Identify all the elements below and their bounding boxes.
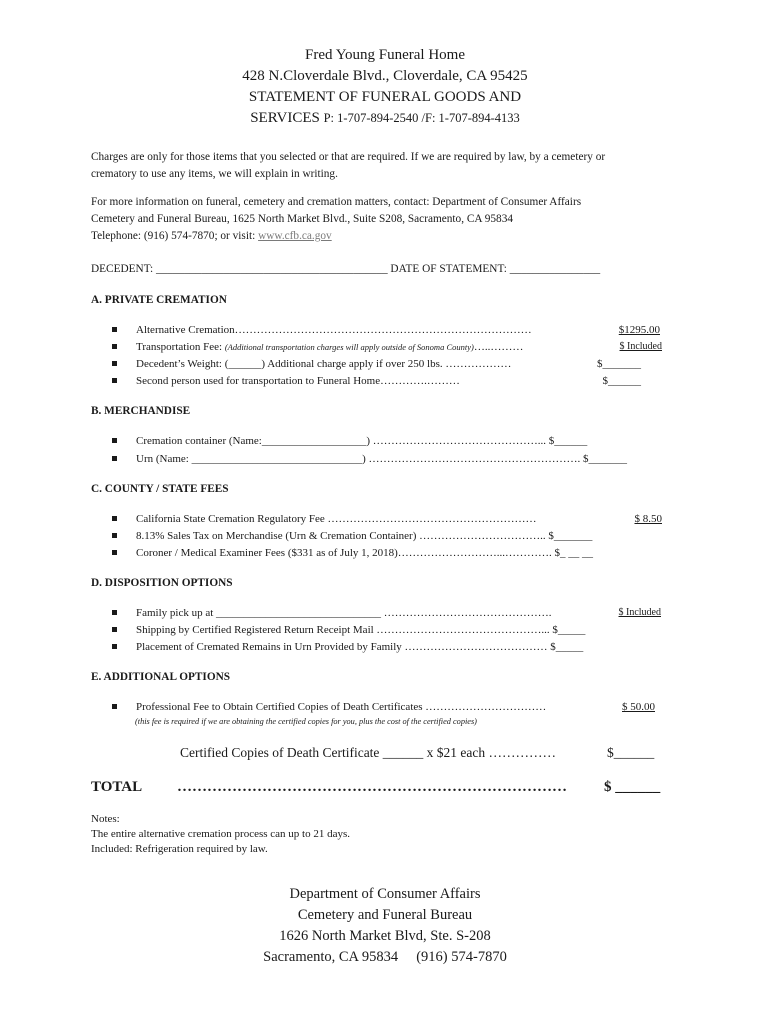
item-label: Second person used for transportation to Funeral Home………….………: [136, 375, 460, 387]
list-item: [112, 341, 667, 357]
bullet-icon: [112, 550, 117, 555]
bullet-icon: [112, 610, 117, 615]
cfb-website-link[interactable]: www.cfb.ca.gov: [258, 230, 332, 242]
bullet-icon: [112, 456, 117, 461]
bullet-icon: [112, 533, 117, 538]
intro-line-1: Charges are only for those items that you selected or that are required. If we are required by law, by a cemetery or: [91, 151, 606, 163]
bullet-icon: [112, 438, 117, 443]
section-d-title: D. DISPOSITION OPTIONS: [91, 577, 233, 589]
notes-title: Notes:: [91, 813, 120, 825]
item-label: California State Cremation Regulatory Fee …………………………………………………: [136, 513, 537, 525]
statement-title: STATEMENT OF FUNERAL GOODS AND: [248, 89, 522, 105]
list-item: [112, 547, 667, 563]
bullet-icon: [112, 327, 117, 332]
list-item: [112, 641, 667, 657]
item-label: Professional Fee to Obtain Certified Copies of Death Certificates ……………………………: [136, 701, 547, 713]
contact-paragraph: [91, 194, 691, 245]
list-item: [112, 530, 667, 546]
certified-copies-amount: $______: [607, 745, 655, 760]
bullet-icon: [112, 704, 117, 709]
item-label: Coroner / Medical Examiner Fees ($331 as of July 1, 2018)………………………...…………. $_ __ __: [136, 547, 594, 559]
document-footer: [0, 884, 770, 968]
certified-copies-label: Certified Copies of Death Certificate ______ x $21 each ……………: [180, 745, 557, 760]
document-header: [0, 45, 770, 129]
bullet-icon: [112, 516, 117, 521]
intro-paragraph: [91, 149, 691, 183]
item-label: Cremation container (Name:___________________) ………………………………………... $______: [136, 435, 588, 447]
bullet-icon: [112, 644, 117, 649]
item-label: Placement of Cremated Remains in Urn Provided by Family ………………………………… $_____: [136, 641, 584, 653]
item-label: [136, 341, 523, 353]
list-item: [112, 435, 667, 451]
contact-line-1: For more information on funeral, cemetery and cremation matters, contact: Department of Consumer Affairs: [91, 196, 582, 208]
bullet-icon: [112, 361, 117, 366]
statement-title-line2: [0, 108, 770, 129]
section-c-title: C. COUNTY / STATE FEES: [91, 483, 229, 495]
list-item: [112, 324, 667, 340]
total-label: TOTAL: [91, 779, 143, 795]
list-item: [112, 624, 667, 640]
footer-line-4: Sacramento, CA 95834 (916) 574-7870: [263, 949, 507, 965]
list-item: [112, 453, 667, 469]
section-b-title: B. MERCHANDISE: [91, 405, 191, 417]
section-a-title: A. PRIVATE CREMATION: [91, 294, 227, 306]
statement-title-services: SERVICES: [250, 110, 324, 126]
certified-copies-line: [180, 745, 655, 761]
item-amount: $1295.00: [618, 324, 660, 336]
footer-line-2: Cemetery and Funeral Bureau: [297, 907, 473, 923]
item-amount: $ Included: [618, 607, 661, 618]
item-amount: $_______: [597, 358, 641, 370]
decedent-line[interactable]: DECEDENT: _________________________________________ DATE OF STATEMENT: ________________: [91, 263, 601, 275]
item-amount: $ Included: [619, 341, 662, 352]
item-label: Alternative Cremation………………………………………………………………………: [136, 324, 532, 336]
contact-line-2: Cemetery and Funeral Bureau, 1625 North Market Blvd., Suite S208, Sacramento, CA 95834: [91, 213, 513, 225]
footer-line-1: Department of Consumer Affairs: [289, 886, 481, 902]
bullet-icon: [112, 378, 117, 383]
item-label-main: Transportation Fee:: [136, 341, 225, 353]
contact-line-3: [91, 228, 691, 245]
bullet-icon: [112, 627, 117, 632]
item-label: Urn (Name: _______________________________) …………………………………………………. $_______: [136, 453, 628, 465]
item-label: 8.13% Sales Tax on Merchandise (Urn & Cremation Container) …………………………….. $_______: [136, 530, 593, 542]
bullet-icon: [112, 344, 117, 349]
phone-fax: P: 1-707-894-2540 /F: 1-707-894-4133: [323, 111, 520, 125]
list-item: [112, 375, 667, 391]
total-amount: $ ______: [604, 779, 661, 795]
item-label-dots: …..………: [473, 341, 524, 353]
total-dots: ……………………………………………………………………: [177, 779, 567, 795]
item-label: Family pick up at ______________________________ ……………………………………….: [136, 607, 552, 619]
list-item: [112, 701, 667, 717]
item-label: Decedent’s Weight: (______) Additional charge apply if over 250 lbs. ………………: [136, 358, 512, 370]
list-item: [112, 358, 667, 374]
item-label: Shipping by Certified Registered Return Receipt Mail ………………………………………... $_____: [136, 624, 586, 636]
notes-line-1: The entire alternative cremation process can up to 21 days.: [91, 828, 351, 840]
list-item: [112, 513, 667, 529]
list-item: [112, 607, 667, 623]
certified-copies-note: (this fee is required if we are obtaining the certified copies for you, plus the cost of the certified copies): [135, 717, 477, 726]
notes-block: [91, 812, 350, 857]
total-line: [91, 779, 661, 796]
funeral-home-address: 428 N.Cloverdale Blvd., Cloverdale, CA 95425: [242, 68, 528, 84]
intro-line-2: crematory to use any items, we will explain in writing.: [91, 168, 338, 180]
item-label-note: (Additional transportation charges will apply outside of Sonoma County): [224, 342, 474, 352]
telephone-text: Telephone: (916) 574-7870; or visit:: [91, 230, 259, 242]
item-amount: $______: [602, 375, 641, 387]
item-amount: $ 50.00: [622, 701, 655, 713]
section-e-title: E. ADDITIONAL OPTIONS: [91, 671, 231, 683]
footer-line-3: 1626 North Market Blvd, Ste. S-208: [279, 928, 491, 944]
item-amount: $ 8.50: [634, 513, 662, 525]
notes-line-2: Included: Refrigeration required by law.: [91, 843, 268, 855]
funeral-home-name: Fred Young Funeral Home: [305, 47, 465, 63]
